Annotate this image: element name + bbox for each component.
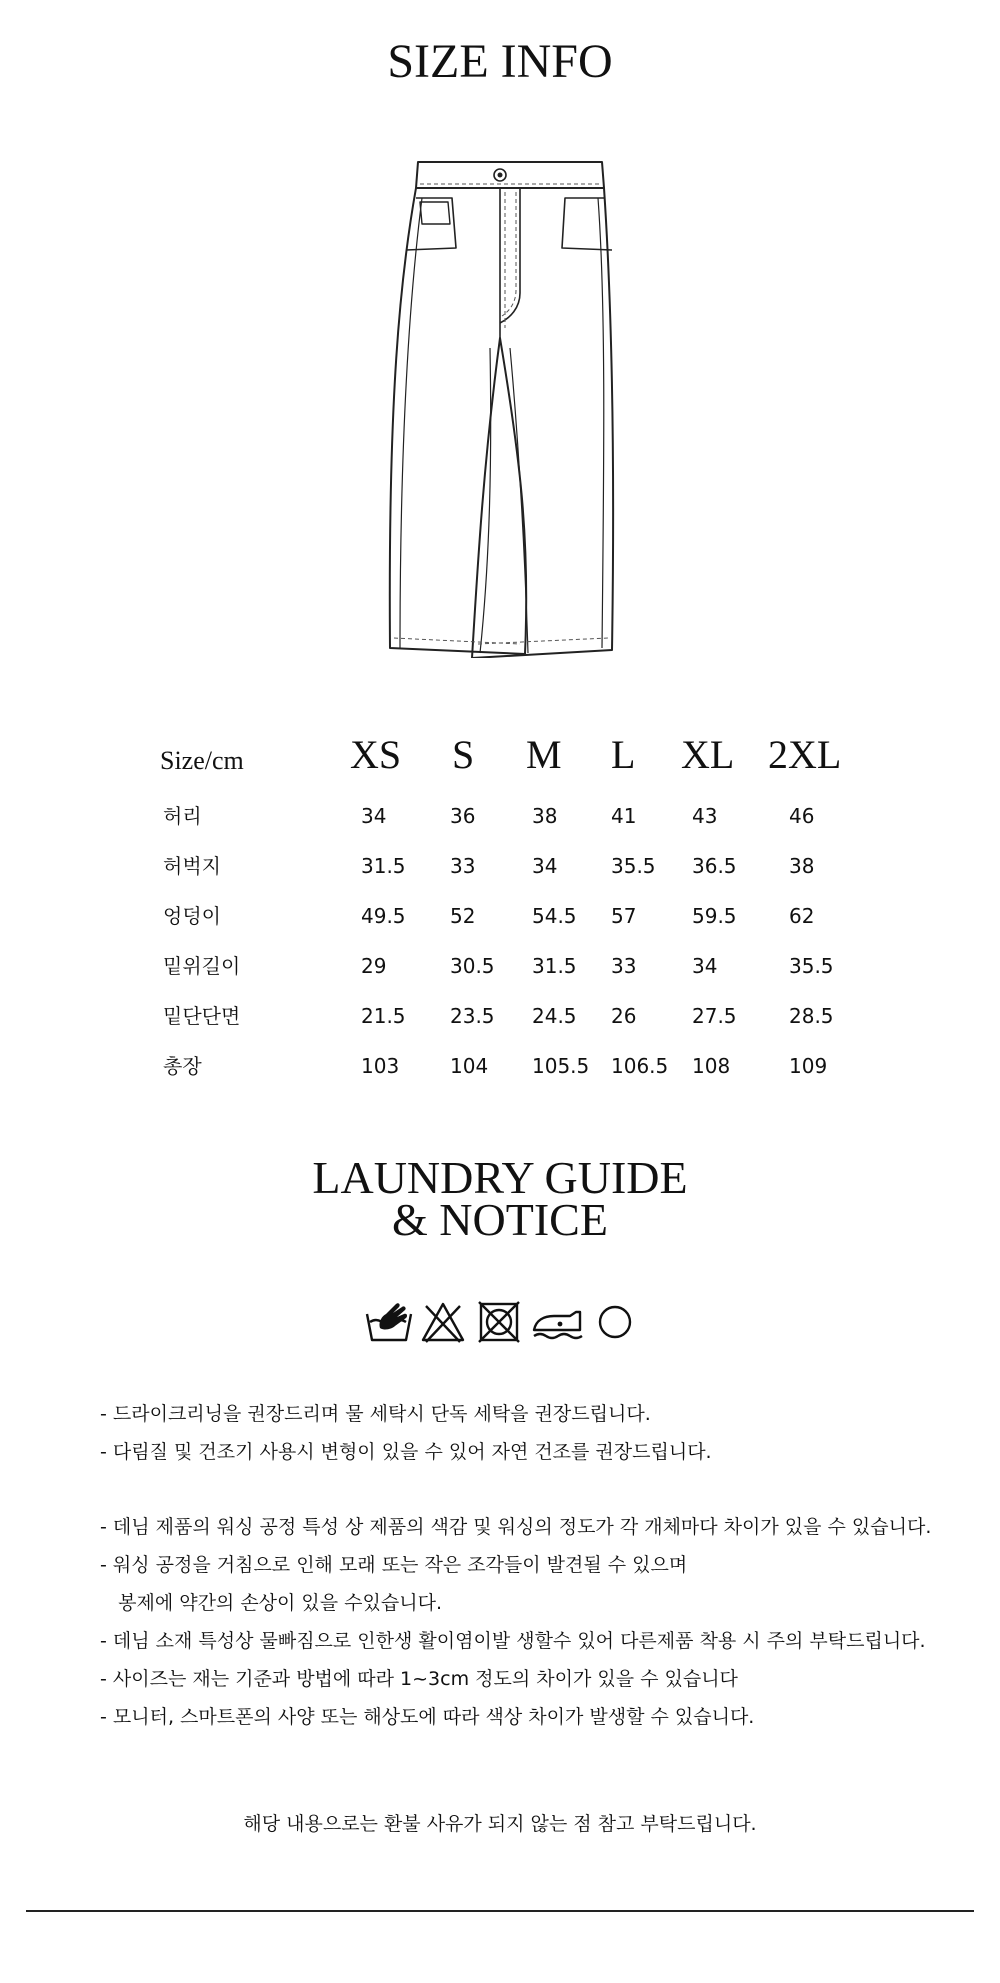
care-icons bbox=[360, 1300, 640, 1350]
notice-line: - 데님 제품의 워싱 공정 특성 상 제품의 색감 및 워싱의 정도가 각 개체마다 차이가 있을 수 있습니다. bbox=[100, 1516, 932, 1538]
table-cell: 24.5 bbox=[532, 1004, 577, 1028]
notice-line: - 사이즈는 재는 기준과 방법에 따라 1~3cm 정도의 차이가 있을 수 있습니다 bbox=[100, 1668, 738, 1690]
dry-clean-icon bbox=[593, 1300, 637, 1344]
row-label-total-length: 총장 bbox=[163, 1054, 202, 1078]
laundry-title bbox=[0, 1152, 1000, 1245]
table-cell: 33 bbox=[611, 954, 637, 978]
laundry-title-line2: & NOTICE bbox=[392, 1194, 608, 1245]
table-cell: 31.5 bbox=[532, 954, 577, 978]
table-cell: 28.5 bbox=[789, 1004, 834, 1028]
notice-line: 봉제에 약간의 손상이 있을 수있습니다. bbox=[100, 1592, 442, 1614]
bottom-divider bbox=[26, 1910, 974, 1912]
notice-line: - 모니터, 스마트폰의 사양 또는 해상도에 따라 색상 차이가 발생할 수 있습니다. bbox=[100, 1706, 755, 1728]
notice-line: - 다림질 및 건조기 사용시 변형이 있을 수 있어 자연 건조를 권장드립니다. bbox=[100, 1441, 712, 1463]
notice-line: - 데님 소재 특성상 물빠짐으로 인한생 활이염이발 생할수 있어 다른제품 착용 시 주의 부탁드립니다. bbox=[100, 1630, 926, 1652]
table-cell: 54.5 bbox=[532, 904, 577, 928]
table-cell: 38 bbox=[789, 854, 815, 878]
row-label-hip: 엉덩이 bbox=[163, 904, 221, 928]
table-cell: 46 bbox=[789, 804, 815, 828]
table-cell: 34 bbox=[361, 804, 387, 828]
table-cell: 27.5 bbox=[692, 1004, 737, 1028]
table-cell: 35.5 bbox=[789, 954, 834, 978]
table-cell: 23.5 bbox=[450, 1004, 495, 1028]
table-cell: 49.5 bbox=[361, 904, 406, 928]
refund-notice: 해당 내용으로는 환불 사유가 되지 않는 점 참고 부탁드립니다. bbox=[243, 1813, 757, 1835]
do-not-tumble-dry-icon bbox=[477, 1300, 521, 1344]
table-cell: 29 bbox=[361, 954, 387, 978]
laundry-title-line1: LAUNDRY GUIDE bbox=[312, 1152, 688, 1203]
row-label-thigh: 허벅지 bbox=[163, 854, 221, 878]
table-cell: 105.5 bbox=[532, 1054, 590, 1078]
table-cell: 30.5 bbox=[450, 954, 495, 978]
size-header-s: S bbox=[452, 732, 475, 777]
table-cell: 26 bbox=[611, 1004, 637, 1028]
table-cell: 57 bbox=[611, 904, 637, 928]
table-cell: 106.5 bbox=[611, 1054, 669, 1078]
table-cell: 103 bbox=[361, 1054, 400, 1078]
size-info-title: SIZE INFO bbox=[387, 35, 613, 88]
table-cell: 108 bbox=[692, 1054, 731, 1078]
iron-low-icon bbox=[530, 1300, 586, 1344]
table-cell: 36.5 bbox=[692, 854, 737, 878]
table-cell: 104 bbox=[450, 1054, 489, 1078]
size-header-m: M bbox=[526, 732, 562, 777]
table-cell: 34 bbox=[532, 854, 558, 878]
size-header-l: L bbox=[611, 732, 636, 777]
pants-illustration bbox=[360, 158, 640, 658]
size-header-label: Size/cm bbox=[160, 746, 244, 775]
table-cell: 43 bbox=[692, 804, 718, 828]
table-cell: 109 bbox=[789, 1054, 828, 1078]
notice-line: - 드라이크리닝을 권장드리며 물 세탁시 단독 세탁을 권장드립니다. bbox=[100, 1403, 651, 1425]
table-cell: 34 bbox=[692, 954, 718, 978]
table-cell: 33 bbox=[450, 854, 476, 878]
table-cell: 35.5 bbox=[611, 854, 656, 878]
notice-line: - 워싱 공정을 거침으로 인해 모래 또는 작은 조각들이 발견될 수 있으며 bbox=[100, 1554, 688, 1576]
table-cell: 52 bbox=[450, 904, 476, 928]
table-cell: 21.5 bbox=[361, 1004, 406, 1028]
table-cell: 31.5 bbox=[361, 854, 406, 878]
row-label-waist: 허리 bbox=[163, 804, 202, 828]
do-not-bleach-icon bbox=[420, 1300, 466, 1344]
table-cell: 41 bbox=[611, 804, 637, 828]
table-cell: 59.5 bbox=[692, 904, 737, 928]
size-header-xl: XL bbox=[681, 732, 735, 777]
row-label-rise: 밑위길이 bbox=[163, 954, 241, 978]
hand-wash-icon bbox=[364, 1300, 414, 1344]
table-cell: 38 bbox=[532, 804, 558, 828]
size-header-xs: XS bbox=[350, 732, 402, 777]
table-cell: 62 bbox=[789, 904, 815, 928]
size-header-2xl: 2XL bbox=[768, 732, 842, 777]
row-label-hem-width: 밑단단면 bbox=[163, 1004, 241, 1028]
table-cell: 36 bbox=[450, 804, 476, 828]
